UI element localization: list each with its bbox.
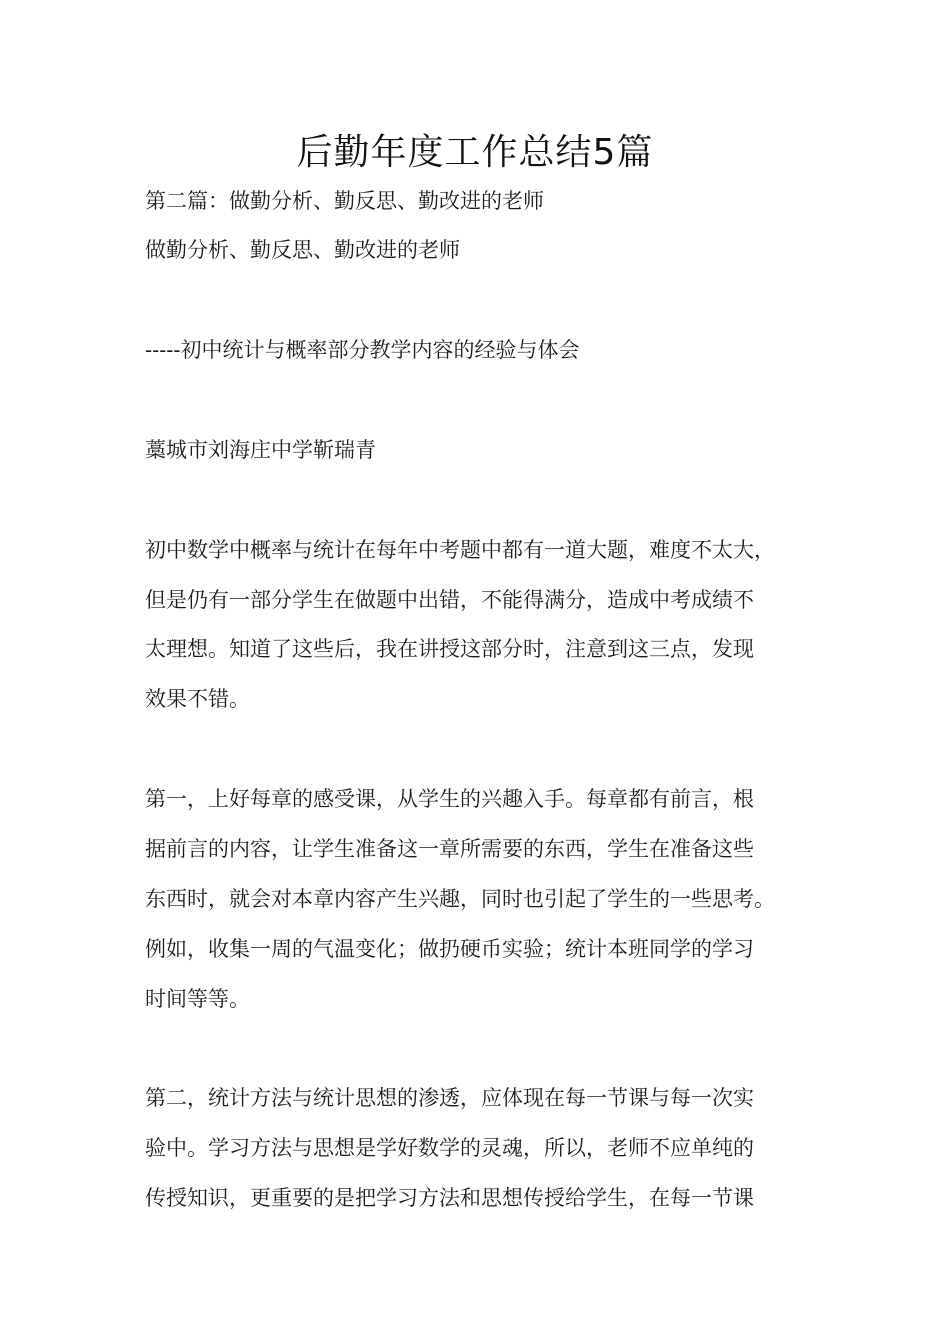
paragraph-line: 太理想。知道了这些后，我在讲授这部分时，注意到这三点，发现	[145, 637, 754, 661]
paragraph-line: 第二，统计方法与统计思想的渗透，应体现在每一节课与每一次实	[145, 1086, 754, 1110]
article-title: 做勤分析、勤反思、勤改进的老师	[145, 238, 460, 262]
paragraph-line: 初中数学中概率与统计在每年中考题中都有一道大题，难度不太大，	[145, 538, 775, 562]
article-subtitle: -----初中统计与概率部分教学内容的经验与体会	[145, 338, 580, 362]
paragraph-line: 例如，收集一周的气温变化；做扔硬币实验；统计本班同学的学习	[145, 937, 754, 961]
section-heading: 第二篇：做勤分析、勤反思、勤改进的老师	[145, 189, 544, 213]
paragraph-line: 但是仍有一部分学生在做题中出错，不能得满分，造成中考成绩不	[145, 588, 754, 612]
paragraph-line: 验中。学习方法与思想是学好数学的灵魂，所以，老师不应单纯的	[145, 1136, 754, 1160]
document-title: 后勤年度工作总结5篇	[296, 132, 654, 173]
paragraph-line: 东西时，就会对本章内容产生兴趣，同时也引起了学生的一些思考。	[145, 887, 775, 911]
paragraph-line: 第一，上好每章的感受课，从学生的兴趣入手。每章都有前言，根	[145, 787, 754, 811]
paragraph-line: 传授知识，更重要的是把学习方法和思想传授给学生，在每一节课	[145, 1186, 754, 1210]
paragraph-line: 效果不错。	[145, 687, 250, 711]
paragraph-line: 时间等等。	[145, 987, 250, 1011]
author-line: 藁城市刘海庄中学靳瑞青	[145, 438, 376, 462]
paragraph-line: 据前言的内容，让学生准备这一章所需要的东西，学生在准备这些	[145, 837, 754, 861]
